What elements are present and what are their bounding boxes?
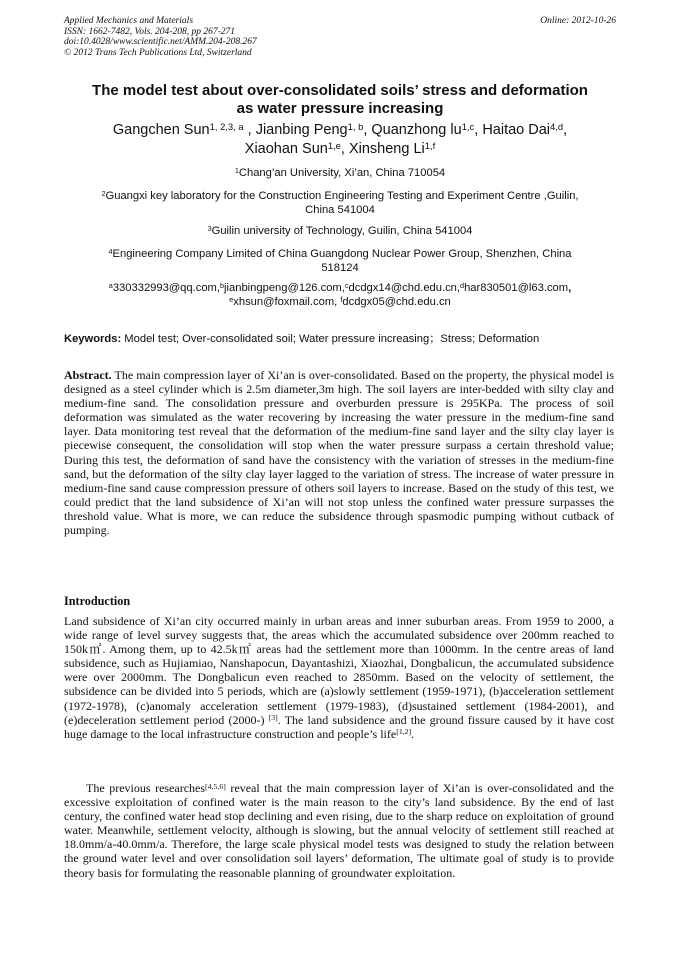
title-line-2: as water pressure increasing: [236, 100, 444, 117]
journal-name: Applied Mechanics and Materials: [64, 16, 194, 26]
paragraph-text: . The land subsidence and the ground fissure caused by it have cost huge damage to the local infrastructure construction and people’s life: [64, 712, 614, 741]
intro-paragraph-1: [64, 614, 614, 741]
affil-text: Engineering Company Limited of China Guangdong Nuclear Power Group, Shenzhen, China: [112, 248, 572, 260]
email-list: [64, 282, 616, 310]
author-separator: ,: [243, 122, 256, 138]
author-name: Haitao Dai: [482, 122, 551, 138]
citation: [1,2]: [396, 727, 412, 737]
email-marker: c: [344, 280, 349, 290]
affil-text: Guilin university of Technology, Guilin, China 541004: [211, 225, 473, 237]
author-name: Xiaohan Sun: [244, 141, 328, 157]
affil-marker: 3: [207, 223, 212, 233]
email-address: har830501@l63.com: [464, 282, 569, 294]
affil-line: China 541004: [305, 203, 375, 216]
affiliation-1: [64, 167, 616, 181]
email-address: dcdgx14@chd.edu.cn,: [348, 282, 461, 294]
title-line-1: The model test about over-consolidated soils’ stress and deformation: [92, 82, 588, 99]
section-heading-introduction: Introduction: [64, 594, 131, 608]
paragraph-text: The previous researches: [86, 781, 206, 795]
author-affil-marker: 1,c: [461, 120, 475, 132]
abstract: [64, 368, 614, 537]
online-date: Online: 2012-10-26: [540, 16, 616, 26]
author-name: Jianbing Peng: [255, 122, 348, 138]
keywords-text: Model test; Over-consolidated soil; Water pressure increasing；Stress; Deformation: [121, 333, 540, 345]
author-list: [60, 121, 620, 159]
author-affil-marker: 1, 2,3, a: [209, 120, 244, 132]
affil-line: 518124: [321, 261, 359, 274]
citation: [4,5,6]: [205, 781, 226, 791]
email-address: xhsun@foxmail.com,: [233, 295, 338, 308]
author-line-1: [60, 121, 620, 140]
author-separator: ,: [563, 122, 568, 138]
email-marker: f: [340, 294, 343, 304]
affiliation-4: [64, 248, 616, 276]
author-line-2: [60, 140, 620, 159]
author-affil-marker: 1,f: [424, 139, 436, 151]
paragraph-text: reveal that the main compression layer of Xi’an is over-consolidated and the excessive exploitation of confined water is the main reason to the city’s land subsidence. By the end of last century, the confined water head stop declining and even rising, due to the sharp reduce on exploitation of ground water. Meanwhile, settlement velocity, although is slowing, but the annual velocity of settlement still reached at 18.0mm/a-40.0mm/a. Therefore, the large scale physical model tests was designed to study the relation between the ground water level and over consolidation soil layers’ deformation, The ultimate goal of study is to provide theory basis for formulating the reasonable planning of groundwater exploitation.: [64, 781, 614, 880]
issn-line: ISSN: 1662-7482, Vols. 204-208, pp 267-271: [64, 26, 235, 37]
email-marker: e: [229, 294, 234, 304]
abstract-label: Abstract.: [64, 368, 112, 382]
email-marker: d: [460, 280, 465, 290]
email-address: dcdgx05@chd.edu.cn: [342, 295, 451, 308]
paragraph-text: Land subsidence of Xi’an city occurred mainly in urban areas and inner suburban areas. From 1959 to 2000, a wide range of level survey suggests that, the areas which the accumulated subsidence over 200mm reached to 150k㎡. Among them, up to 42.5k㎡ areas had the settlement more than 1000mm. In the centre areas of land subsidence, such as Hujiamiao, Nanshapocun, Dayantashizi, Xiaozhai, Dongbalicun, the accumulated subsidence were over 2000mm. The Dongbalicun even reached to 2850mm. Based on the velocity of settlement, the subsidence can be divided into 5 periods, which are (a)slowly settlement (1959-1971), (b)acceleration settlement (1972-1978), (c)anomaly acceleration settlement (1979-1983), (d)sustained settlement (1984-2001), and (e)deceleration settlement period (2000-): [64, 614, 614, 727]
author-separator: ,: [340, 141, 349, 157]
email-marker: a: [108, 280, 113, 290]
copyright-line: © 2012 Trans Tech Publications Ltd, Switzerland: [64, 47, 252, 58]
affil-text: Chang’an University, Xi’an, China 710054: [238, 167, 446, 179]
author-affil-marker: 4,d: [550, 120, 564, 132]
paper-title: [60, 82, 620, 118]
author-name: Quanzhong lu: [371, 122, 462, 138]
affiliation-2: [64, 190, 616, 218]
email-address: 330332993@qq.com,: [112, 282, 220, 294]
email-comma: ,: [568, 282, 572, 294]
email-marker: b: [219, 280, 225, 290]
author-name: Xinsheng Li: [348, 141, 425, 157]
email-address: jianbingpeng@126.com,: [224, 282, 345, 294]
email-line-2: [64, 296, 616, 310]
affil-marker: 1: [234, 165, 239, 175]
journal-header: [64, 16, 616, 58]
author-name: Gangchen Sun: [112, 122, 210, 138]
author-affil-marker: 1,e: [327, 139, 341, 151]
affil-line: [64, 190, 616, 204]
email-line-1: [64, 282, 616, 296]
affil-marker: 2: [101, 188, 106, 198]
intro-paragraph-2: [64, 781, 614, 880]
author-affil-marker: 1, b: [347, 120, 364, 132]
keywords-label: Keywords:: [64, 333, 122, 345]
keywords: [64, 332, 616, 346]
affil-line: [64, 248, 616, 262]
affiliation-3: [64, 225, 616, 239]
paragraph-text: .: [411, 726, 415, 741]
citation: [3]: [268, 713, 278, 723]
author-separator: ,: [363, 122, 372, 138]
abstract-text: The main compression layer of Xi’an is over-consolidated. Based on the property, the physical model is designed as a steel cylinder which is 2.5m diameter,3m high. The soil layers are inter-bedded with silty clay and medium-fine sand. The consolidation pressure and overburden pressure is 295KPa. The process of soil deformation was simulated as the water recovering by increasing the water pressure in the medium-fine sand layer. Data monitoring test reveal that the deformation of the medium-fine sand layer and the silty clay layer is piecewise consequent, the consolidation will stop when the water pressure surpass a certain threshold value; During this test, the deformation of sand have the consistency with the variation of stresses in the medium-fine sand, but the deformation of the silty clay layer lagged to the variation of stress. The increase of water pressure in medium-fine sand cause compression pressure of others soil layers to increase. Based on the study of this test, we could predict that the land subsidence of Xi’an will not stop unless the confined water pressure surpasses the threshold value. What is more, we can reduce the subsidence through spasmodic pumping without cutback of pumping.: [64, 368, 614, 538]
doi-line: doi:10.4028/www.scientific.net/AMM.204-208.267: [64, 37, 257, 48]
author-separator: ,: [474, 122, 483, 138]
affil-marker: 4: [108, 246, 113, 256]
affil-text: Guangxi key laboratory for the Construction Engineering Testing and Experiment Centre ,Guilin,: [105, 190, 579, 202]
